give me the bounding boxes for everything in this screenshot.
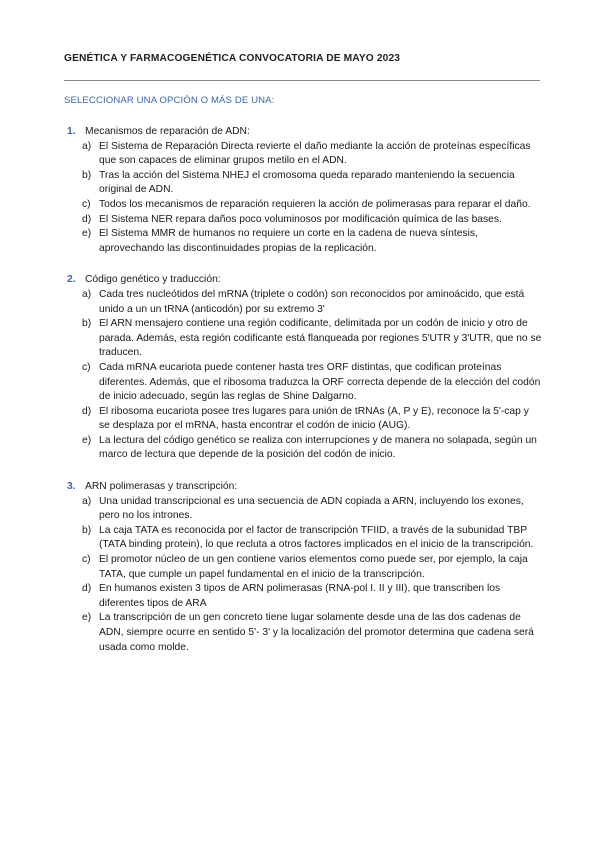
option-e	[64, 434, 542, 463]
option-letter: d)	[82, 583, 92, 595]
question-1	[64, 125, 542, 256]
option-d	[64, 213, 542, 228]
option-c	[64, 198, 542, 213]
option-letter: c)	[82, 554, 91, 566]
option-text: El Sistema MMR de humanos no requiere un corte en la cadena de nueva síntesis, aprovechando las discontinuidades propias de la replicación.	[99, 228, 478, 254]
option-letter: b)	[82, 524, 92, 536]
option-letter: e)	[82, 228, 92, 240]
option-b	[64, 317, 542, 361]
option-text: La transcripción de un gen concreto tiene lugar solamente desde una de las dos cadenas de ADN, siempre ocurre en sentido 5'- 3' y la localización del promotor determina que cadena será usada como molde.	[99, 612, 534, 653]
option-c	[64, 361, 542, 405]
question-2	[64, 273, 542, 463]
option-text: El ARN mensajero contiene una región codificante, delimitada por un codón de inicio y otro de parada. Además, esta región codificante está flanqueada por regiones 5'UTR y 3'UTR, que no se traducen.	[99, 318, 542, 359]
question-heading	[64, 125, 542, 140]
option-a	[64, 288, 542, 317]
option-letter: d)	[82, 213, 92, 225]
question-3	[64, 480, 542, 655]
question-title: Mecanismos de reparación de ADN:	[85, 126, 250, 137]
option-text: El Sistema NER repara daños poco voluminosos por modificación química de las bases.	[99, 213, 502, 225]
option-letter: c)	[82, 361, 91, 373]
exam-title: GENÉTICA Y FARMACOGENÉTICA CONVOCATORIA DE MAYO 2023	[64, 53, 401, 64]
option-text: Una unidad transcripcional es una secuencia de ADN copiada a ARN, incluyendo los exones, pero no los intrones.	[99, 495, 524, 522]
option-text: En humanos existen 3 tipos de ARN polimerasas (RNA-pol I. II y III), que transcriben los diferentes tipos de ARA	[99, 583, 501, 609]
option-e	[64, 611, 542, 655]
option-text: El ribosoma eucariota posee tres lugares para unión de tRNAs (A, P y E), reconoce la 5'-cap y se desplaza por el mRNA, hasta encontrar el codón de inicio (AUG).	[99, 405, 529, 432]
option-letter: e)	[82, 612, 92, 624]
option-e	[64, 227, 542, 256]
option-text: El promotor núcleo de un gen contiene varios elementos como puede ser, por ejemplo, la caja TATA, que cumple un papel fundamental en el inicio de la transcripción.	[99, 554, 528, 580]
question-number: 1.	[67, 126, 76, 137]
option-text: La caja TATA es reconocida por el factor de transcripción TFIID, a través de la subunidad TBP (TATA binding protein), lo que recluta a otros factores implicados en el inicio de la transcripción.	[99, 524, 534, 551]
option-list	[64, 288, 542, 463]
option-b	[64, 524, 542, 553]
option-text: Tras la acción del Sistema NHEJ el cromosoma queda reparado manteniendo la secuencia original de ADN.	[99, 169, 515, 196]
question-title: Código genético y traducción:	[85, 274, 221, 286]
instructions-text: SELECCIONAR UNA OPCIÓN O MÁS DE UNA:	[64, 95, 275, 106]
question-number: 2.	[67, 274, 76, 286]
option-c	[64, 553, 542, 582]
option-a	[64, 140, 542, 169]
option-list	[64, 140, 542, 257]
option-letter: a)	[82, 288, 92, 300]
option-b	[64, 169, 542, 198]
question-title: ARN polimerasas y transcripción:	[85, 481, 238, 493]
option-letter: b)	[82, 169, 92, 181]
option-d	[64, 405, 542, 434]
option-letter: a)	[82, 140, 92, 152]
question-list	[64, 125, 542, 672]
question-heading	[64, 273, 542, 288]
option-letter: c)	[82, 198, 91, 210]
question-number: 3.	[67, 481, 76, 493]
option-text: Todos los mecanismos de reparación requieren la acción de polimerasas para reparar el daño.	[99, 198, 531, 210]
header-divider	[64, 80, 540, 81]
option-letter: b)	[82, 318, 92, 330]
option-text: Cada mRNA eucariota puede contener hasta tres ORF distintas, que codifican proteínas diferentes. Además, que el ribosoma traduzca la ORF correcta depende de la elección del codón de inicio adecuado, según las reglas de Shine Dalgarno.	[99, 361, 541, 403]
option-letter: a)	[82, 495, 92, 507]
option-letter: e)	[82, 434, 92, 446]
option-a	[64, 495, 542, 524]
option-d	[64, 582, 542, 611]
option-text: El Sistema de Reparación Directa revierte el daño mediante la acción de proteínas específicas que son capaces de eliminar grupos metilo en el ADN.	[99, 140, 531, 167]
question-heading	[64, 480, 542, 495]
option-list	[64, 495, 542, 656]
option-text: La lectura del código genético se realiza con interrupciones y de manera no solapada, según un marco de lectura que depende de la posición del codón de inicio.	[99, 434, 537, 461]
option-letter: d)	[82, 405, 92, 417]
option-text: Cada tres nucleótidos del mRNA (triplete o codón) son reconocidos por aminoácido, que está unido a un un tRNA (anticodón) por su extremo 3'	[99, 288, 525, 315]
